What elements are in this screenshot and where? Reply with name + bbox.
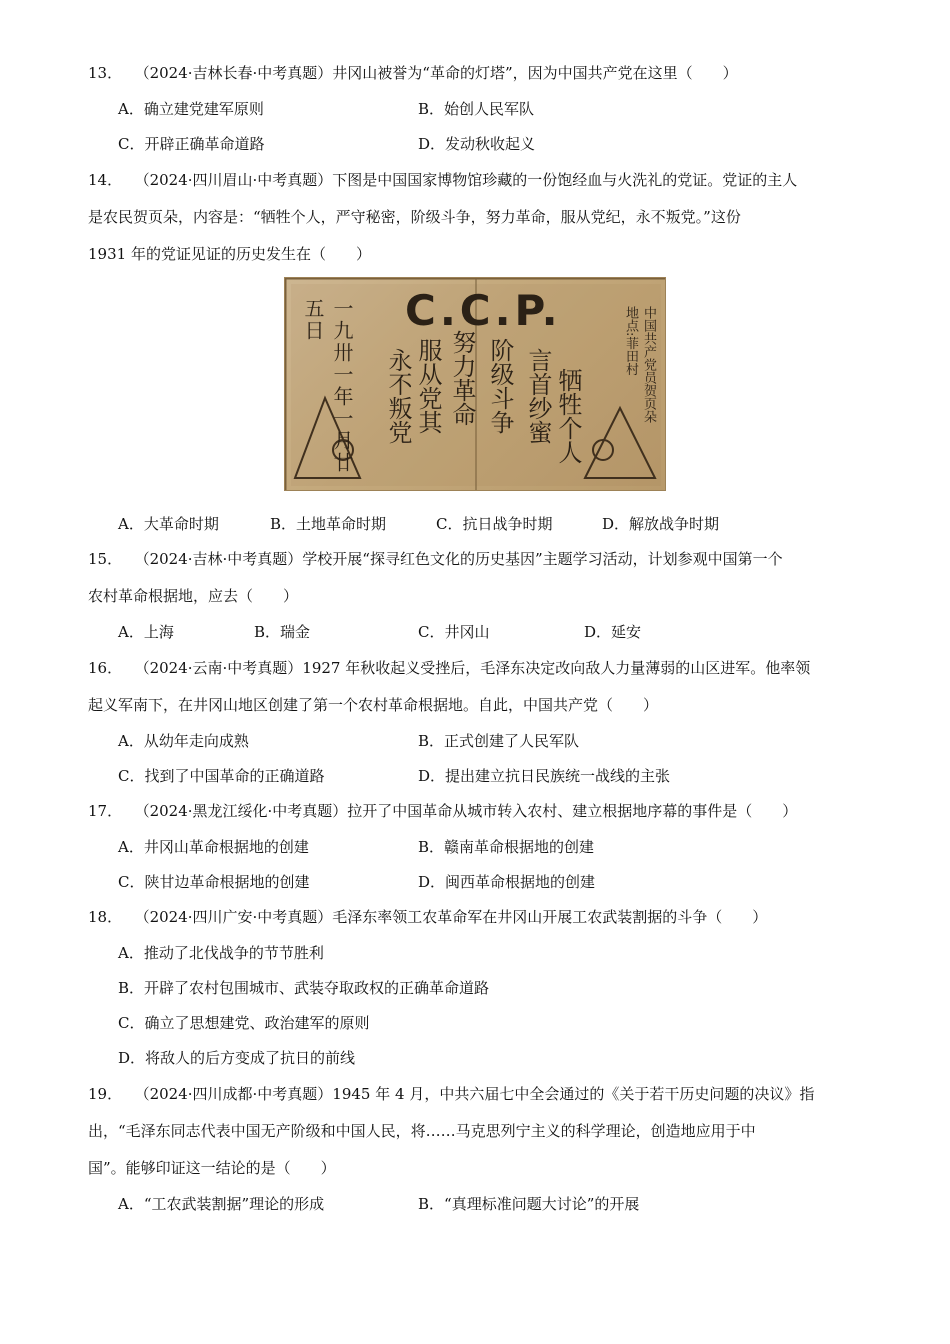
- question-15-option-c: C．井冈山: [418, 623, 490, 641]
- question-17-option-d: D．闽西革命根据地的创建: [418, 873, 596, 891]
- certificate-title: C.C.P.: [405, 286, 562, 335]
- question-16-option-b: B．正式创建了人民军队: [418, 732, 580, 750]
- certificate-owner: 中国共产党员贺页朵: [641, 306, 656, 423]
- certificate-place: 地点:菲田村: [623, 306, 638, 376]
- question-16-stem: 16． （2024·云南·中考真题）1927 年秋收起义受挫后，毛泽东决定改向敌人力量薄弱的山区进军。他率领: [88, 659, 811, 677]
- certificate-oath-2: 言首纱蜜: [524, 348, 552, 444]
- question-14-stem-line-3: 1931 年的党证见证的历史发生在（ ）: [88, 245, 371, 263]
- certificate-date: 一九卅一年一月廿五日: [301, 298, 354, 474]
- question-13-option-a: A．确立建党建军原则: [118, 100, 264, 118]
- question-15-stem: 15． （2024·吉林·中考真题）学校开展“探寻红色文化的历史基因”主题学习活动，计划参观中国第一个: [88, 550, 783, 568]
- question-18-stem: 18． （2024·四川广安·中考真题）毛泽东率领工农革命军在井冈山开展工农武装割据的斗争（ ）: [88, 908, 768, 926]
- question-19-option-b: B．“真理标准问题大讨论”的开展: [418, 1195, 640, 1213]
- question-16-option-c: C．找到了中国革命的正确道路: [118, 767, 325, 785]
- question-13-option-b: B．始创人民军队: [418, 100, 535, 118]
- question-15-option-d: D．延安: [584, 623, 642, 641]
- question-16-option-a: A．从幼年走向成熟: [118, 732, 249, 750]
- question-15-stem-line-2: 农村革命根据地，应去（ ）: [88, 587, 299, 605]
- question-18-option-a: A．推动了北伐战争的节节胜利: [118, 944, 324, 962]
- question-15-option-b: B．瑞金: [254, 623, 311, 641]
- question-16-option-d: D．提出建立抗日民族统一战线的主张: [418, 767, 671, 785]
- question-19-option-a: A．“工农武装割据”理论的形成: [118, 1195, 325, 1213]
- question-17-option-b: B．赣南革命根据地的创建: [418, 838, 595, 856]
- question-17-option-c: C．陕甘边革命根据地的创建: [118, 873, 310, 891]
- party-certificate-image: [284, 277, 666, 491]
- question-18-option-b: B．开辟了农村包围城市、武装夺取政权的正确革命道路: [118, 979, 490, 997]
- question-18-option-c: C．确立了思想建党、政治建军的原则: [118, 1014, 370, 1032]
- question-14-option-d: D．解放战争时期: [602, 515, 720, 533]
- question-14-stem-line-2: 是农民贺页朵，内容是：“牺牲个人，严守秘密，阶级斗争，努力革命，服从党纪，永不叛党。”这份: [88, 208, 741, 226]
- certificate-oath-5: 服从党其: [414, 338, 442, 434]
- question-13-stem: 13． （2024·吉林长春·中考真题）井冈山被誉为“革命的灯塔”，因为中国共产党在这里（ ）: [88, 64, 738, 82]
- question-17-stem: 17． （2024·黑龙江绥化·中考真题）拉开了中国革命从城市转入农村、建立根据地序幕的事件是（ ）: [88, 802, 798, 820]
- question-16-stem-line-2: 起义军南下，在井冈山地区创建了第一个农村革命根据地。自此，中国共产党（ ）: [88, 696, 659, 714]
- question-15-option-a: A．上海: [118, 623, 174, 641]
- question-14-option-b: B．土地革命时期: [270, 515, 387, 533]
- question-19-stem: 19． （2024·四川成都·中考真题）1945 年 4 月，中共六届七中全会通过的《关于若干历史问题的决议》指: [88, 1085, 815, 1103]
- question-19-stem-line-3: 国”。能够印证这一结论的是（ ）: [88, 1159, 336, 1177]
- question-14-option-a: A．大革命时期: [118, 515, 219, 533]
- question-13-option-d: D．发动秋收起义: [418, 135, 536, 153]
- certificate-oath-4: 努力革命: [448, 330, 476, 426]
- question-14-stem: 14． （2024·四川眉山·中考真题）下图是中国国家博物馆珍藏的一份饱经血与火洗礼的党证。党证的主人: [88, 171, 798, 189]
- certificate-oath-6: 永不叛党: [384, 348, 412, 444]
- certificate-oath-3: 阶级斗争: [486, 338, 514, 434]
- question-14-option-c: C．抗日战争时期: [436, 515, 553, 533]
- certificate-oath-1: 牺牲个人: [554, 368, 582, 464]
- question-17-option-a: A．井冈山革命根据地的创建: [118, 838, 309, 856]
- question-13-option-c: C．开辟正确革命道路: [118, 135, 265, 153]
- question-19-stem-line-2: 出，“毛泽东同志代表中国无产阶级和中国人民，将……马克思列宁主义的科学理论，创造地应用于中: [88, 1122, 756, 1140]
- question-18-option-d: D．将敌人的后方变成了抗日的前线: [118, 1049, 356, 1067]
